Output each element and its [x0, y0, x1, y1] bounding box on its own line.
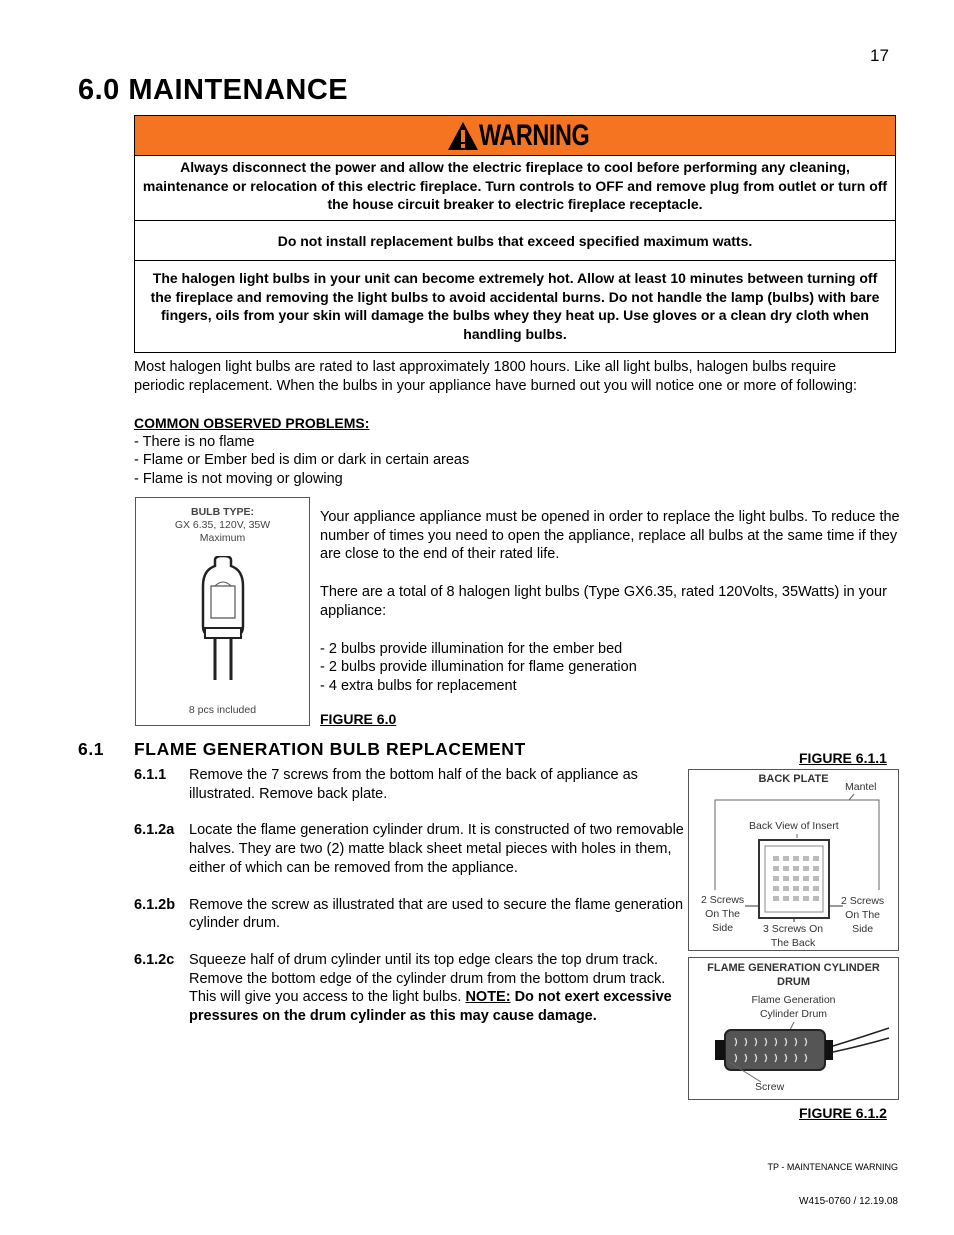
figure-caption: FIGURE 6.1.2 — [799, 1105, 887, 1121]
warning-divider — [135, 220, 895, 221]
page-title: 6.0 MAINTENANCE — [78, 74, 349, 106]
warning-paragraph-halogen-hot: The halogen light bulbs in your unit can become extremely hot. Allow at least 10 minutes between turning off the fireplace and removing the light bulbs to avoid accidental burns. Do not handle the lamp (bulbs) with bare fingers, oils from your skin will damage the bulbs whey they heat up. Use gloves or a clean dry cloth when handling bulbs. — [150, 270, 880, 342]
warning-text: WARNING — [479, 119, 590, 152]
bulb-included: 8 pcs included — [188, 704, 257, 716]
bulb-maximum: Maximum — [199, 532, 246, 544]
step-item — [134, 951, 684, 1026]
note-label: NOTE: — [465, 989, 511, 1006]
step-text — [189, 951, 684, 1026]
step-text: Remove the 7 screws from the bottom half of the back of appliance as illustrated. Remove back plate. — [189, 767, 638, 802]
bulb-count-paragraph: There are a total of 8 halogen light bulbs (Type GX6.35, rated 120Volts, 35Watts) in your appliance: — [320, 584, 887, 619]
note-text: Do not exert excessive pressures on the drum cylinder as this may cause damage. — [189, 989, 672, 1025]
screw-label: Screw — [755, 1081, 785, 1093]
step-text: Locate the flame generation cylinder drum. It is constructed of two removable halves. They are two (2) matte black sheet metal pieces with holes in them, either of which can be removed from the appliance. — [189, 822, 684, 876]
steps-list — [134, 766, 684, 1026]
cylinder-drum-heading: FLAME GENERATION CYLINDER DRUM — [707, 962, 880, 988]
back-view-label: Back View of Insert — [749, 820, 839, 832]
bulb-type-figure — [135, 497, 310, 726]
warning-paragraph-disconnect: Always disconnect the power and allow the electric fireplace to cool before performing any cleaning, maintenance or relocation of this electric fireplace. Turn controls to OFF and remove plug from outlet or turn off the house circuit breaker to electric fireplace receptacle. — [142, 159, 888, 212]
cylinder-drum-drawing — [689, 958, 900, 1101]
figure-caption: FIGURE 6.0 — [320, 711, 397, 727]
section-title: FLAME GENERATION BULB REPLACEMENT — [134, 739, 526, 759]
warning-divider — [135, 260, 895, 261]
problems-heading: COMMON OBSERVED PROBLEMS: — [134, 415, 370, 431]
bulb-type-label: BULB TYPE: — [191, 506, 254, 518]
bulb-info-text — [320, 508, 910, 696]
step-text: Remove the screw as illustrated that are used to secure the flame generation cylinder drum. — [189, 896, 684, 932]
step-number: 6.1.2a — [134, 822, 175, 839]
bulb-list-item: - 2 bulbs provide illumination for the ember bed — [320, 640, 623, 657]
problem-item: - There is no flame — [134, 433, 255, 450]
warning-box — [134, 115, 896, 353]
warning-paragraph-bulbs-watts: Do not install replacement bulbs that exceed specified maximum watts. — [277, 233, 753, 249]
warning-banner — [135, 116, 895, 156]
intro-paragraph — [134, 358, 924, 395]
right-screws-label: 2 Screws On The Side — [841, 895, 885, 935]
footer-doc-number: W415-0760 / 12.19.08 — [799, 1196, 898, 1207]
step-text-main: Squeeze half of drum cylinder until its top edge clears the top drum track. Remove the bottom edge of the cylinder drum from the bottom drum track. This will give you access to the light bulbs. — [189, 951, 666, 1006]
step-number: 6.1.2b — [134, 896, 176, 913]
page-number: 17 — [870, 46, 889, 65]
problem-item: - Flame is not moving or glowing — [134, 471, 343, 488]
back-plate-figure — [688, 769, 899, 951]
step-item — [134, 766, 684, 803]
intro-line: periodic replacement. When the bulbs in your appliance have burned out you will notice one or more of following: — [134, 377, 858, 394]
bulb-spec: GX 6.35, 120V, 35W — [174, 519, 271, 531]
figure-caption: FIGURE 6.1.1 — [799, 750, 887, 766]
halogen-bulb-icon — [193, 556, 253, 686]
warning-triangle-icon — [447, 121, 479, 151]
problems-list — [134, 414, 634, 489]
footer-tag: TP - MAINTENANCE WARNING — [767, 1162, 898, 1172]
bulb-list-item: - 2 bulbs provide illumination for flame generation — [320, 659, 637, 676]
warning-label — [447, 119, 621, 153]
intro-line: Most halogen light bulbs are rated to last approximately 1800 hours. Like all light bulbs, halogen bulbs require — [134, 359, 837, 375]
section-heading — [78, 739, 526, 760]
drum-label: Flame Generation Cylinder Drum — [751, 994, 836, 1020]
bulb-list-item: - 4 extra bulbs for replacement — [320, 677, 517, 694]
section-number: 6.1 — [78, 739, 105, 759]
back-screws-label: 3 Screws On The Back — [763, 923, 824, 949]
cylinder-drum-figure — [688, 957, 899, 1100]
step-number: 6.1.2c — [134, 951, 175, 968]
step-item — [134, 821, 684, 877]
step-number: 6.1.1 — [134, 767, 167, 783]
left-screws-label: 2 Screws On The Side — [701, 894, 745, 934]
problem-item: - Flame or Ember bed is dim or dark in certain areas — [134, 452, 470, 469]
step-item — [134, 896, 684, 933]
mantel-label: Mantel — [845, 781, 877, 793]
bulb-info-paragraph: Your appliance appliance must be opened in order to replace the light bulbs. To reduce the number of times you need to open the appliance, replace all bulbs at the same time if they are close to the end of their rated life. — [320, 509, 900, 563]
back-plate-heading: BACK PLATE — [758, 773, 829, 785]
